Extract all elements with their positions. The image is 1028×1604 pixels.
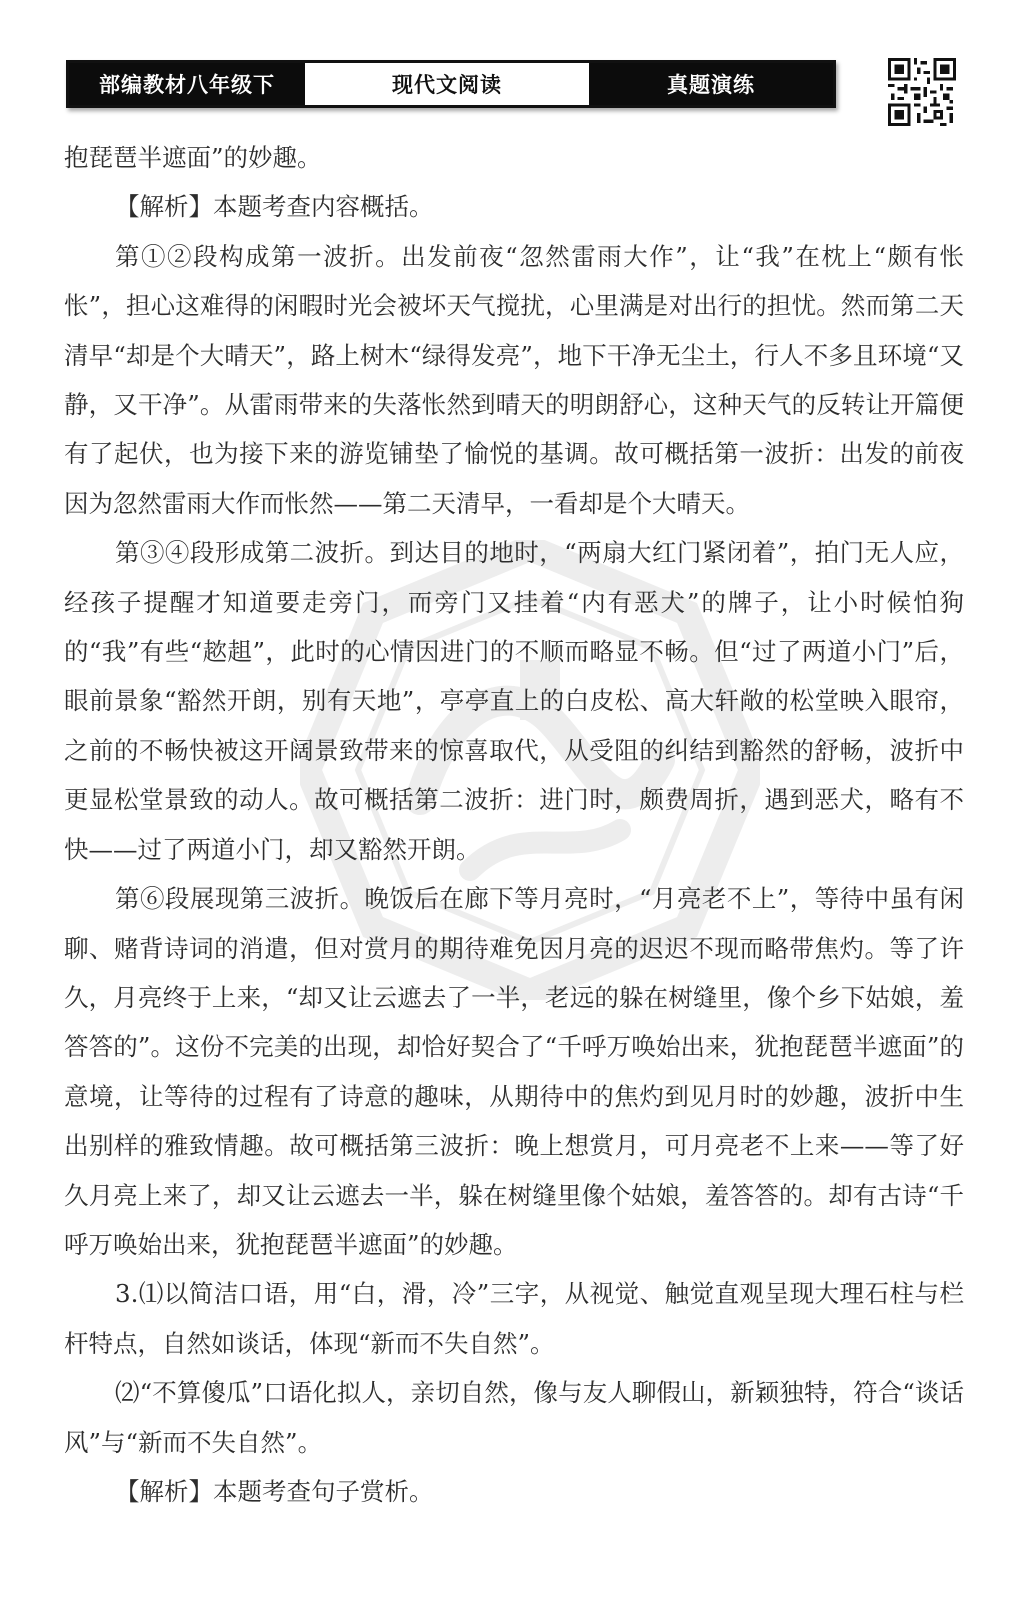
header-subject: 现代文阅读 (305, 63, 589, 105)
header-section: 真题演练 (589, 63, 833, 105)
qr-code-icon (888, 58, 956, 126)
analysis-label: 【解析】本题考查内容概括。 (115, 192, 434, 222)
paragraph-second-twist: 第③④段形成第二波折。到达目的地时，“两扇大红门紧闭着”，拍门无人应，经孩子提醒才知道要走旁门，而旁门又挂着“内有恶犬”的牌子，让小时候怕狗的“我”有些“趑趄”，此时的心情因进门的不顺而略显不畅。但“过了两道小门”后，眼前景象“豁然开朗，别有天地”，亭亭直上的白皮松、高大轩敞的松堂映入眼帘，之前的不畅快被这开阔景致带来的惊喜取代，从受阻的纠结到豁然的舒畅，波折中更显松堂景致的动人。故可概括第二波折：进门时，颇费周折，遇到恶犬，略有不快——过了两道小门，却又豁然开朗。 (64, 538, 964, 864)
answer-content (64, 133, 964, 1516)
header-bar (66, 60, 836, 108)
analysis-label-2: 【解析】本题考查句子赏析。 (115, 1476, 434, 1506)
paragraph-first-twist: 第①②段构成第一波折。出发前夜“忽然雷雨大作”，让“我”在枕上“颇有怅怅”，担心这难得的闲暇时光会被坏天气搅扰，心里满是对出行的担忧。然而第二天清早“却是个大晴天”，路上树木“绿得发亮”，地下干净无尘土，行人不多且环境“又静，又干净”。从雷雨带来的失落怅然到晴天的明朗舒心，这种天气的反转让开篇便有了起伏，也为接下来的游览铺垫了愉悦的基调。故可概括第一波折：出发的前夜因为忽然雷雨大作而怅然——第二天清早，一看却是个大晴天。 (64, 241, 964, 518)
paragraph-continued: 抱琵琶半遮面”的妙趣。 (64, 143, 322, 172)
header-grade: 部编教材八年级下 (69, 63, 305, 105)
answer-3-part-1: 3.⑴以简洁口语，用“白，滑，冷”三字，从视觉、触觉直观呈现大理石柱与栏杆特点，自然如谈话，体现“新而不失自然”。 (64, 1279, 964, 1358)
paragraph-third-twist: 第⑥段展现第三波折。晚饭后在廊下等月亮时，“月亮老不上”，等待中虽有闲聊、赌背诗词的消遣，但对赏月的期待难免因月亮的迟迟不现而略带焦灼。等了许久，月亮终于上来，“却又让云遮去了一半，老远的躲在树缝里，像个乡下姑娘，羞答答的”。这份不完美的出现，却恰好契合了“千呼万唤始出来，犹抱琵琶半遮面”的意境，让等待的过程有了诗意的趣味，从期待中的焦灼到见月时的妙趣，波折中生出别样的雅致情趣。故可概括第三波折：晚上想赏月，可月亮老不上来——等了好久月亮上来了，却又让云遮去一半，躲在树缝里像个姑娘，羞答答的。却有古诗“千呼万唤始出来，犹抱琵琶半遮面”的妙趣。 (64, 884, 964, 1259)
answer-3-part-2: ⑵“不算傻瓜”口语化拟人，亲切自然，像与友人聊假山，新颖独特，符合“谈话风”与“新而不失自然”。 (64, 1378, 964, 1457)
